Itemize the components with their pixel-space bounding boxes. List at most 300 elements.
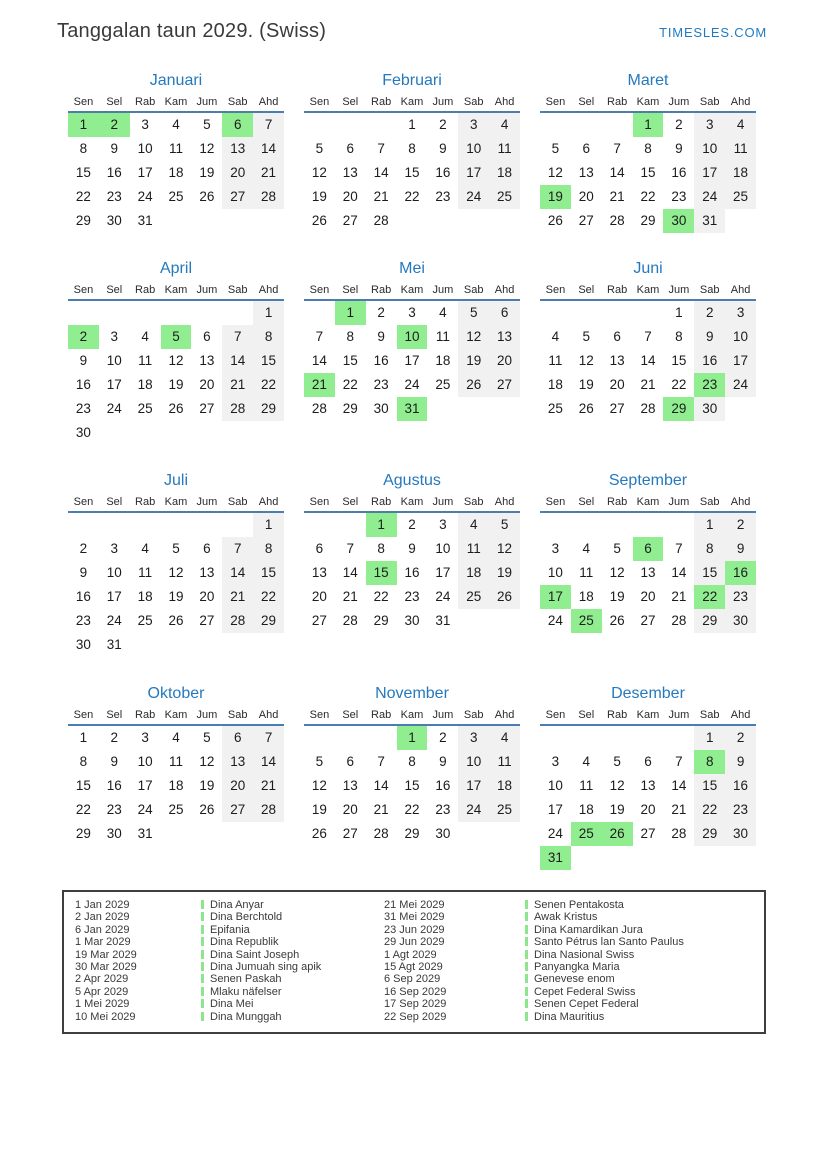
month-title: Januari [149, 72, 203, 89]
day-cell: 25 [489, 798, 520, 822]
holiday-date: 2 Apr 2029 [75, 973, 129, 986]
day-cell: 4 [439, 305, 447, 320]
empty-cell [222, 633, 253, 657]
empty-cell [191, 209, 222, 233]
month-title: Juli [163, 472, 188, 489]
day-cell: 12 [547, 165, 563, 180]
weekday-label: Sen [309, 709, 330, 721]
day-cell: 18 [458, 561, 489, 585]
empty-cell [304, 726, 335, 750]
day-cell: 28 [222, 609, 253, 633]
day-cell: 9 [79, 353, 88, 368]
weekday-label: Rab [371, 96, 392, 108]
day-cell: 24 [458, 798, 489, 822]
day-cell: 2 [68, 325, 99, 349]
day-cell: 6 [222, 726, 253, 750]
day-cell: 16 [75, 377, 91, 392]
day-cell: 14 [222, 561, 253, 585]
day-cell: 7 [377, 141, 385, 156]
legend-row [64, 973, 764, 985]
day-cell: 17 [106, 589, 122, 604]
day-cell: 1 [694, 726, 725, 750]
day-cell: 31 [397, 397, 428, 421]
weekday-label: Sel [578, 284, 595, 296]
day-cell: 17 [547, 802, 563, 817]
empty-cell [253, 209, 284, 233]
day-cell: 20 [222, 161, 253, 185]
holiday-date: 31 Mei 2029 [384, 911, 445, 924]
day-cell: 13 [640, 778, 656, 793]
day-cell: 18 [725, 161, 756, 185]
day-cell: 7 [613, 141, 621, 156]
legend-row [64, 949, 764, 961]
day-cell: 15 [694, 561, 725, 585]
weekday-label: Jum [196, 96, 218, 108]
day-cell: 5 [315, 141, 324, 156]
day-cell: 21 [253, 774, 284, 798]
day-cell: 2 [110, 730, 119, 745]
week-row [68, 137, 284, 161]
weekday-label: Sab [227, 496, 248, 508]
empty-cell [304, 301, 335, 325]
holiday-date: 1 Agt 2029 [384, 948, 437, 961]
holiday-name: Dina Mauritius [525, 1011, 764, 1023]
day-cell: 20 [311, 589, 327, 604]
day-cell: 6 [346, 141, 355, 156]
holiday-tick-icon [201, 912, 204, 921]
day-cell: 27 [609, 401, 625, 416]
day-cell: 24 [106, 401, 122, 416]
day-cell: 17 [458, 774, 489, 798]
weekday-label: Sen [309, 96, 330, 108]
month-januari [68, 71, 284, 259]
day-cell: 3 [141, 117, 149, 132]
day-cell: 3 [458, 113, 489, 137]
day-cell: 29 [253, 397, 284, 421]
empty-cell [458, 822, 489, 846]
day-cell: 10 [694, 137, 725, 161]
day-cell: 17 [435, 565, 451, 580]
day-cell: 20 [489, 349, 520, 373]
day-cell: 14 [311, 353, 327, 368]
day-cell: 12 [489, 537, 520, 561]
day-cell: 12 [168, 565, 184, 580]
holiday-name: Senen Paskah [201, 973, 384, 985]
day-cell: 11 [548, 353, 563, 368]
weekday-label: Rab [371, 496, 392, 508]
day-cell: 10 [435, 541, 451, 556]
weekday-label: Sen [73, 709, 94, 721]
week-row [68, 585, 284, 609]
week-row [540, 822, 756, 846]
day-cell: 26 [547, 213, 563, 228]
day-cell: 6 [582, 141, 591, 156]
weekday-label: Sab [463, 496, 484, 508]
weekday-label: Rab [607, 709, 628, 721]
day-cell: 15 [366, 561, 397, 585]
holiday-tick-icon [201, 999, 204, 1008]
day-cell: 24 [547, 826, 563, 841]
day-cell: 24 [725, 373, 756, 397]
weekday-label: Sel [578, 496, 595, 508]
empty-cell [663, 846, 694, 870]
day-cell: 17 [540, 585, 571, 609]
day-cell: 12 [168, 353, 184, 368]
empty-cell [602, 513, 633, 537]
weekday-label: Rab [607, 96, 628, 108]
week-row [304, 397, 520, 421]
empty-cell [130, 301, 161, 325]
day-cell: 1 [694, 513, 725, 537]
day-cell: 12 [311, 165, 327, 180]
day-cell: 28 [222, 397, 253, 421]
day-cell: 22 [75, 802, 91, 817]
day-cell: 15 [671, 353, 687, 368]
day-cell: 8 [694, 537, 725, 561]
day-cell: 26 [168, 401, 184, 416]
week-row [540, 161, 756, 185]
day-cell: 2 [439, 117, 447, 132]
day-cell: 20 [222, 774, 253, 798]
day-cell: 19 [609, 802, 625, 817]
week-row [540, 798, 756, 822]
day-cell: 13 [640, 565, 656, 580]
day-cell: 14 [373, 778, 389, 793]
weekday-label: Rab [135, 284, 156, 296]
day-cell: 20 [342, 189, 358, 204]
day-cell: 4 [172, 117, 180, 132]
holiday-tick-icon [201, 937, 204, 946]
day-cell: 1 [397, 726, 428, 750]
day-cell: 18 [547, 377, 563, 392]
day-cell: 23 [373, 377, 389, 392]
day-cell: 25 [489, 185, 520, 209]
weekday-label: Sab [699, 284, 720, 296]
empty-cell [725, 397, 756, 421]
legend-row [64, 911, 764, 923]
month-juni [540, 259, 756, 471]
week-row [68, 161, 284, 185]
day-cell: 5 [613, 754, 621, 769]
weekday-label: Ahd [730, 284, 751, 296]
holiday-date: 16 Sep 2029 [384, 985, 447, 998]
day-cell: 19 [311, 189, 327, 204]
day-cell: 30 [106, 213, 122, 228]
day-cell: 7 [644, 329, 652, 344]
holiday-name: Genevese enom [525, 973, 764, 985]
week-row [68, 209, 284, 233]
day-cell: 6 [633, 537, 664, 561]
month-title: Februari [382, 72, 442, 89]
day-cell: 30 [75, 637, 91, 652]
day-cell: 5 [582, 329, 591, 344]
empty-cell [458, 609, 489, 633]
day-cell: 11 [138, 353, 153, 368]
weekday-header-row [304, 281, 520, 301]
month-mei [304, 259, 520, 471]
weekday-header-row [304, 93, 520, 113]
day-cell: 24 [458, 185, 489, 209]
day-cell: 13 [222, 137, 253, 161]
weekday-label: Rab [135, 709, 156, 721]
holiday-name: Dina Jumuah sing apik [201, 961, 384, 973]
holiday-name: Epifania [201, 924, 384, 936]
day-cell: 9 [377, 329, 385, 344]
empty-cell [540, 301, 571, 325]
weekday-label: Sel [342, 96, 359, 108]
day-cell: 20 [342, 802, 358, 817]
weekday-label: Ahd [494, 709, 515, 721]
day-cell: 29 [253, 609, 284, 633]
holiday-tick-icon [525, 900, 528, 909]
weekday-label: Kam [164, 284, 188, 296]
day-cell: 22 [404, 189, 420, 204]
day-cell: 6 [613, 329, 621, 344]
week-row [68, 798, 284, 822]
day-cell: 14 [671, 565, 687, 580]
day-cell: 28 [373, 213, 389, 228]
month-september [540, 471, 756, 684]
day-cell: 29 [663, 397, 694, 421]
empty-cell [335, 113, 366, 137]
day-cell: 19 [458, 349, 489, 373]
day-cell: 29 [694, 822, 725, 846]
empty-cell [489, 397, 520, 421]
day-cell: 13 [199, 565, 215, 580]
week-row [540, 397, 756, 421]
day-cell: 5 [161, 325, 192, 349]
day-cell: 12 [311, 778, 327, 793]
holiday-tick-icon [525, 987, 528, 996]
day-cell: 31 [435, 613, 451, 628]
empty-cell [335, 726, 366, 750]
weekday-label: Kam [400, 96, 424, 108]
day-cell: 2 [99, 113, 130, 137]
day-cell: 27 [578, 213, 594, 228]
day-cell: 30 [106, 826, 122, 841]
empty-cell [458, 209, 489, 233]
day-cell: 9 [725, 750, 756, 774]
day-cell: 24 [106, 613, 122, 628]
empty-cell [489, 609, 520, 633]
month-title: Mei [399, 260, 425, 277]
day-cell: 15 [253, 349, 284, 373]
weekday-label: Kam [636, 96, 660, 108]
weekday-label: Sab [463, 284, 484, 296]
day-cell: 3 [439, 517, 447, 532]
week-row [540, 726, 756, 750]
day-cell: 14 [342, 565, 358, 580]
day-cell: 16 [725, 774, 756, 798]
weekday-label: Jum [668, 709, 690, 721]
empty-cell [130, 513, 161, 537]
day-cell: 23 [75, 613, 91, 628]
weekday-label: Kam [636, 496, 660, 508]
day-cell: 19 [199, 778, 215, 793]
day-cell: 22 [253, 373, 284, 397]
empty-cell [366, 726, 397, 750]
day-cell: 22 [75, 189, 91, 204]
weekday-label: Sen [73, 284, 94, 296]
day-cell: 26 [489, 585, 520, 609]
weekday-label: Jum [196, 496, 218, 508]
day-cell: 20 [578, 189, 594, 204]
empty-cell [725, 846, 756, 870]
day-cell: 4 [489, 113, 520, 137]
weekday-label: Sab [227, 709, 248, 721]
month-april [68, 259, 284, 471]
day-cell: 8 [377, 541, 385, 556]
empty-cell [458, 397, 489, 421]
holiday-date: 6 Jan 2029 [75, 923, 130, 936]
day-cell: 13 [342, 778, 358, 793]
empty-cell [335, 513, 366, 537]
weekday-label: Jum [432, 284, 454, 296]
weekday-label: Jum [668, 284, 690, 296]
day-cell: 29 [373, 613, 389, 628]
day-cell: 21 [373, 802, 389, 817]
week-row [304, 373, 520, 397]
day-cell: 23 [106, 802, 122, 817]
weekday-label: Rab [607, 496, 628, 508]
day-cell: 24 [404, 377, 420, 392]
day-cell: 22 [404, 802, 420, 817]
weekday-label: Sab [463, 709, 484, 721]
week-row [540, 301, 756, 325]
month-maret [540, 71, 756, 259]
empty-cell [633, 846, 664, 870]
day-cell: 22 [342, 377, 358, 392]
day-cell: 3 [551, 754, 560, 769]
holiday-name: Santo Pétrus lan Santo Paulus [525, 936, 764, 948]
day-cell: 30 [435, 826, 451, 841]
day-cell: 21 [373, 189, 389, 204]
weekday-header-row [68, 706, 284, 726]
weekday-label: Sel [578, 709, 595, 721]
day-cell: 2 [377, 305, 385, 320]
day-cell: 26 [602, 822, 633, 846]
day-cell: 8 [408, 754, 416, 769]
day-cell: 20 [199, 589, 215, 604]
day-cell: 10 [725, 325, 756, 349]
day-cell: 15 [75, 778, 91, 793]
day-cell: 14 [373, 165, 389, 180]
week-row [304, 161, 520, 185]
day-cell: 5 [551, 141, 560, 156]
weekday-label: Sab [227, 96, 248, 108]
day-cell: 15 [75, 165, 91, 180]
day-cell: 18 [435, 353, 451, 368]
holiday-tick-icon [525, 1012, 528, 1021]
day-cell: 21 [253, 161, 284, 185]
day-cell: 10 [106, 353, 122, 368]
holiday-date: 23 Jun 2029 [384, 923, 445, 936]
site-link[interactable]: TIMESLES.COM [659, 25, 767, 40]
day-cell: 19 [609, 589, 625, 604]
day-cell: 26 [199, 802, 215, 817]
day-cell: 17 [404, 353, 420, 368]
day-cell: 29 [75, 826, 91, 841]
week-row [540, 609, 756, 633]
empty-cell [304, 113, 335, 137]
holiday-tick-icon [525, 912, 528, 921]
week-row [540, 209, 756, 233]
empty-cell [725, 209, 756, 233]
month-oktober [68, 684, 284, 870]
day-cell: 26 [609, 613, 625, 628]
weekday-label: Sab [699, 709, 720, 721]
day-cell: 28 [311, 401, 327, 416]
day-cell: 30 [373, 401, 389, 416]
empty-cell [489, 209, 520, 233]
day-cell: 27 [311, 613, 327, 628]
weekday-header-row [68, 281, 284, 301]
day-cell: 21 [671, 589, 687, 604]
day-cell: 5 [203, 117, 211, 132]
day-cell: 12 [609, 778, 625, 793]
day-cell: 4 [489, 726, 520, 750]
month-title: Juni [633, 260, 663, 277]
empty-cell [130, 421, 161, 445]
empty-cell [191, 633, 222, 657]
weekday-label: Rab [135, 496, 156, 508]
holiday-tick-icon [525, 950, 528, 959]
day-cell: 1 [79, 730, 88, 745]
month-title: September [608, 472, 688, 489]
day-cell: 3 [141, 730, 149, 745]
holiday-date: 5 Apr 2029 [75, 985, 129, 998]
empty-cell [304, 513, 335, 537]
weekday-label: Ahd [494, 284, 515, 296]
day-cell: 23 [435, 802, 451, 817]
week-row [68, 633, 284, 657]
month-desember [540, 684, 756, 870]
empty-cell [540, 113, 571, 137]
day-cell: 16 [435, 165, 451, 180]
holiday-date: 30 Mar 2029 [75, 961, 137, 974]
day-cell: 20 [199, 377, 215, 392]
day-cell: 7 [675, 541, 683, 556]
day-cell: 16 [106, 778, 122, 793]
weekday-label: Sel [342, 284, 359, 296]
holiday-date: 17 Sep 2029 [384, 998, 447, 1011]
week-row [540, 373, 756, 397]
day-cell: 18 [137, 377, 153, 392]
empty-cell [253, 421, 284, 445]
week-row [68, 561, 284, 585]
empty-cell [427, 397, 458, 421]
day-cell: 7 [253, 113, 284, 137]
weekday-label: Sen [545, 496, 566, 508]
week-row [68, 373, 284, 397]
weekday-label: Sen [545, 284, 566, 296]
day-cell: 22 [373, 589, 389, 604]
holiday-date: 1 Jan 2029 [75, 899, 130, 911]
day-cell: 6 [346, 754, 355, 769]
holiday-tick-icon [525, 925, 528, 934]
day-cell: 16 [671, 165, 687, 180]
weekday-label: Rab [371, 284, 392, 296]
weekday-label: Kam [164, 709, 188, 721]
month-title: April [159, 260, 192, 277]
day-cell: 24 [547, 613, 563, 628]
day-cell: 15 [640, 165, 656, 180]
week-row [540, 585, 756, 609]
day-cell: 18 [489, 774, 520, 798]
day-cell: 8 [694, 750, 725, 774]
day-cell: 16 [106, 165, 122, 180]
week-row [304, 609, 520, 633]
